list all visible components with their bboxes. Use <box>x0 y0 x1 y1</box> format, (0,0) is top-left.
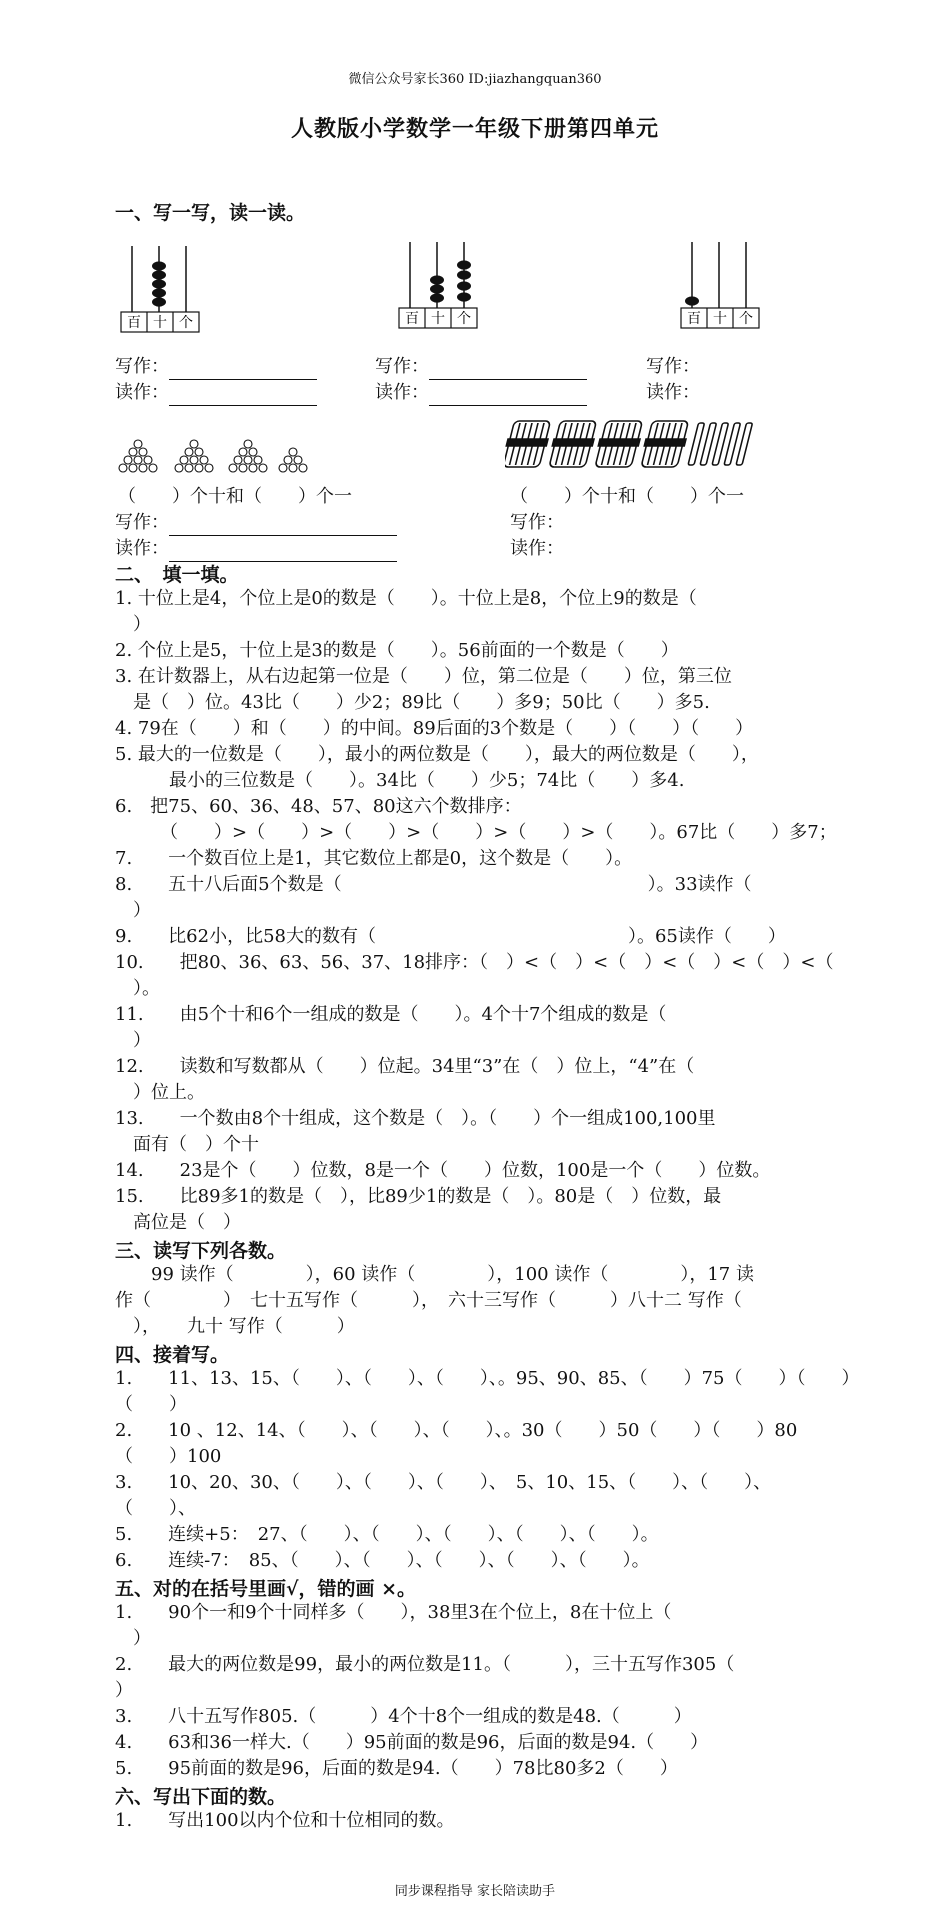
question-line: （ ）、 <box>115 1498 196 1519</box>
section-3-body <box>115 1262 754 1340</box>
stick-bundle <box>505 421 553 467</box>
section-6-heading: 六、写出下面的数。 <box>115 1786 287 1808</box>
question-line: ）， 九十 写作（ ） <box>115 1316 355 1337</box>
abacus-label-hundreds: 百 <box>687 311 701 327</box>
question-line: 1. 十位上是4，个位上是0的数是（ ）。十位上是8，个位上9的数是（ <box>115 588 697 609</box>
question-line: 14. 23是个（ ）位数，8是一个（ ）位数，100是一个（ ）位数。 <box>115 1160 771 1181</box>
tens-ones-left: （ ）个十和（ ）个一 <box>118 486 352 507</box>
dot-triangle <box>229 440 267 472</box>
stick-bundle <box>593 421 644 467</box>
abacus-label-ones: 个 <box>179 315 193 331</box>
question-line: 10. 把80、36、63、56、37、18排序：（ ）<（ ）<（ ）<（ ）<（ ）<（ <box>115 952 834 973</box>
question-line: ） <box>115 1628 151 1649</box>
question-line: 2. 10 、12、14、（ ）、（ ）、（ ）、。30（ ）50（ ）（ ）80 <box>115 1420 798 1441</box>
page-footer: 同步课程指导 家长陪读助手 <box>394 1884 556 1899</box>
section-4-body <box>115 1366 860 1574</box>
question-line: 2. 最大的两位数是99，最小的两位数是11。（ ），三十五写作305（ <box>115 1654 735 1675</box>
stick-bundles-illustration <box>505 415 760 473</box>
abacus-label-tens: 十 <box>431 311 445 327</box>
question-line: 3. 在计数器上，从右边起第一位是（ ）位，第二位是（ ）位，第三位 <box>115 666 732 687</box>
question-line: 5. 最大的一位数是（ ），最小的两位数是（ ），最大的两位数是（ ）， <box>115 744 759 765</box>
write-line-5: 写作： <box>510 512 564 533</box>
question-line: 4. 79在（ ）和（ ）的中间。89后面的3个数是（ ）（ ）（ ） <box>115 718 754 739</box>
question-line: ） <box>115 1030 151 1051</box>
section-2-body <box>115 586 837 1236</box>
abacus-1 <box>120 244 200 334</box>
section-5-heading: 五、对的在括号里画√，错的画 ×。 <box>115 1578 417 1600</box>
question-line: 8. 五十八后面5个数是（ ）。33读作（ <box>115 874 752 895</box>
question-line: ） <box>115 900 151 921</box>
question-line: 2. 个位上是5，十位上是3的数是（ ）。56前面的一个数是（ ） <box>115 640 679 661</box>
question-line: 99 读作（ ），60 读作（ ），100 读作（ ），17 读 <box>115 1264 754 1285</box>
answer-blank[interactable] <box>429 361 587 380</box>
question-line: 11. 由5个十和6个一组成的数是（ ）。4个十7个组成的数是（ <box>115 1004 667 1025</box>
dot-triangles-illustration <box>118 438 318 480</box>
question-line: （ ） <box>115 1394 187 1415</box>
abacus-label-hundreds: 百 <box>405 311 419 327</box>
read-line-3: 读作： <box>646 382 700 403</box>
question-line: ）。 <box>115 978 160 999</box>
read-line-1: 读作： <box>115 380 317 406</box>
answer-blank[interactable] <box>429 387 587 406</box>
question-line: 4. 63和36一样大.（ ）95前面的数是96，后面的数是94.（ ） <box>115 1732 709 1753</box>
dot-triangle <box>175 440 213 472</box>
abacus-label-hundreds: 百 <box>127 315 141 331</box>
question-line: 作（ ） 七十五写作（ ）， 六十三写作（ ）八十二 写作（ <box>115 1290 742 1311</box>
question-line: （ ）100 <box>115 1446 222 1467</box>
page-header: 微信公众号家长360 ID:jiazhangquan360 <box>348 72 602 87</box>
abacus-label-tens: 十 <box>153 315 167 331</box>
read-line-2: 读作： <box>375 380 587 406</box>
abacus-2 <box>398 240 478 330</box>
abacus-label-ones: 个 <box>457 311 471 327</box>
question-line: 面有（ ）个十 <box>115 1134 259 1155</box>
question-line: 高位是（ ） <box>115 1212 241 1233</box>
write-line-4: 写作： <box>115 510 397 536</box>
write-line-3: 写作： <box>646 356 700 377</box>
question-line: 1. 11、13、15、（ ）、（ ）、（ ）、。95、90、85、（ ）75（ ）（ ） <box>115 1368 860 1389</box>
question-line: ） <box>115 1680 133 1701</box>
loose-sticks <box>688 423 752 465</box>
read-line-4: 读作： <box>115 536 397 562</box>
question-line: ）位上。 <box>115 1082 205 1103</box>
question-line: 最小的三位数是（ ）。34比（ ）少5；74比（ ）多4. <box>115 770 685 791</box>
answer-blank[interactable] <box>169 361 317 380</box>
page-title: 人教版小学数学一年级下册第四单元 <box>290 116 659 142</box>
question-line: 7. 一个数百位上是1，其它数位上都是0，这个数是（ ）。 <box>115 848 633 869</box>
section-5-body <box>115 1600 734 1782</box>
section-3-heading: 三、读写下列各数。 <box>115 1240 287 1262</box>
answer-blank[interactable] <box>169 387 317 406</box>
question-line: 1. 90个一和9个十同样多（ ），38里3在个位上，8在十位上（ <box>115 1602 672 1623</box>
question-line: 1. 写出100以内个位和十位相同的数。 <box>115 1810 455 1831</box>
dot-small-triangle <box>279 448 307 472</box>
question-line: ） <box>115 614 151 635</box>
dot-triangle <box>119 440 157 472</box>
section-4-heading: 四、接着写。 <box>115 1344 230 1366</box>
question-line: 5. 95前面的数是96，后面的数是94.（ ）78比80多2（ ） <box>115 1758 678 1779</box>
abacus-beads <box>152 261 166 306</box>
write-line-2: 写作： <box>375 354 587 380</box>
question-line: 12. 读数和写数都从（ ）位起。34里“3”在（ ）位上，“4”在（ <box>115 1056 695 1077</box>
stick-bundle <box>639 421 690 467</box>
abacus-label-ones: 个 <box>739 311 753 327</box>
tens-ones-right: （ ）个十和（ ）个一 <box>510 486 744 507</box>
question-line: （ ）>（ ）>（ ）>（ ）>（ ）>（ ）。67比（ ）多7； <box>115 822 837 843</box>
read-line-5: 读作： <box>510 538 564 559</box>
section-2-heading: 二、 填一填。 <box>115 564 239 586</box>
abacus-label-tens: 十 <box>713 311 727 327</box>
question-line: 是（ ）位。43比（ ）少2；89比（ ）多9；50比（ ）多5. <box>115 692 710 713</box>
section-6-body <box>115 1808 455 1834</box>
question-line: 9. 比62小，比58大的数有（ ）。65读作（ ） <box>115 926 786 947</box>
question-line: 13. 一个数由8个十组成，这个数是（ ）。（ ）个一组成100,100里 <box>115 1108 716 1129</box>
question-line: 15. 比89多1的数是（ ），比89少1的数是（ ）。80是（ ）位数，最 <box>115 1186 722 1207</box>
stick-bundle <box>547 421 598 467</box>
question-line: 3. 10、20、30、（ ）、（ ）、（ ）、 5、10、15、（ ）、（ ）、 <box>115 1472 772 1493</box>
answer-blank[interactable] <box>169 517 397 536</box>
question-line: 6. 把75、60、36、48、57、80这六个数排序： <box>115 796 522 817</box>
section-1-heading: 一、写一写，读一读。 <box>115 202 306 224</box>
question-line: 5. 连续+5： 27、（ ）、（ ）、（ ）、（ ）、（ ）。 <box>115 1524 659 1545</box>
abacus-3 <box>680 240 760 330</box>
write-line-1: 写作： <box>115 354 317 380</box>
question-line: 3. 八十五写作805.（ ）4个十8个一组成的数是48.（ ） <box>115 1706 692 1727</box>
question-line: 6. 连续-7： 85、（ ）、（ ）、（ ）、（ ）、（ ）。 <box>115 1550 650 1571</box>
